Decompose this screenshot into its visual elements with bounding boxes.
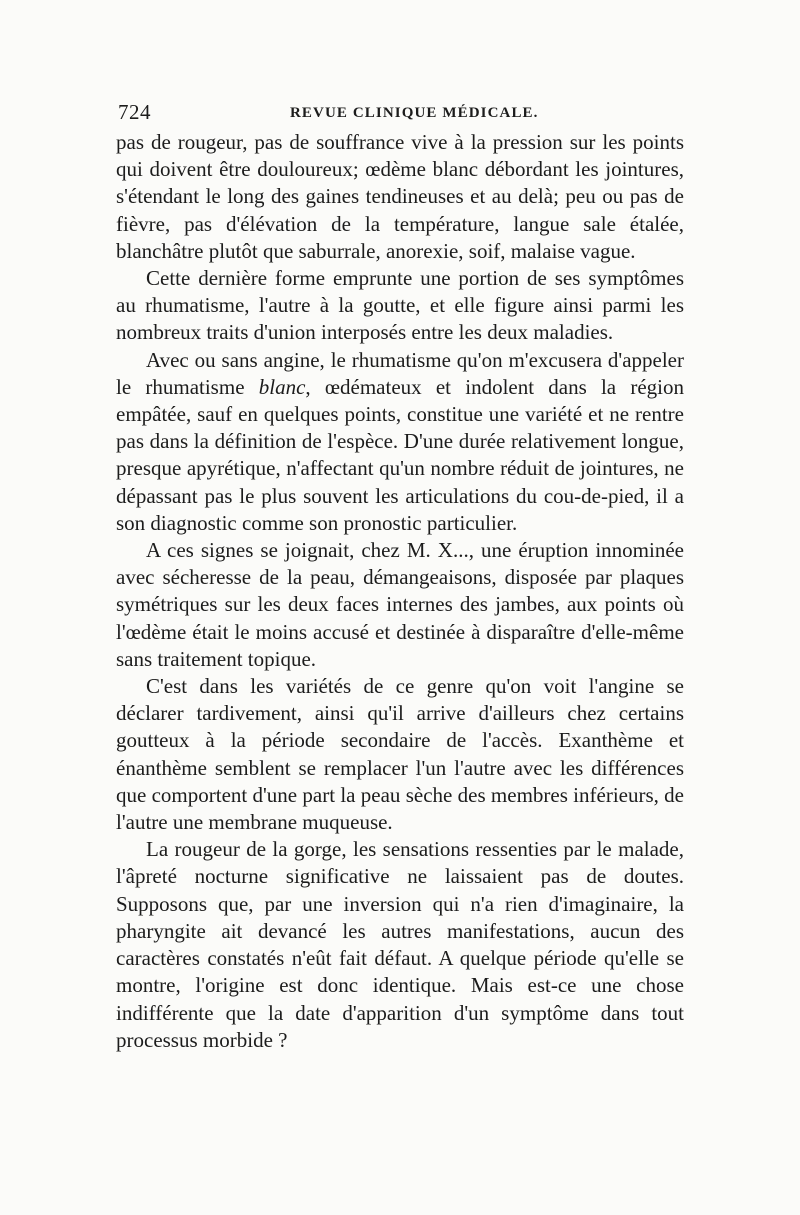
page-header: [118, 100, 684, 124]
paragraph-2: Cette dernière forme emprunte une portion de ses symptômes au rhumatisme, l'autre à la goutte, et elle figure ainsi parmi les nombreux traits d'union interposés entre les deux maladies.: [116, 266, 684, 345]
paragraph-1: pas de rougeur, pas de souffrance vive à la pression sur les points qui doivent être douloureux; œdème blanc débordant les jointures, s'étendant le long des gaines tendineuses et au delà; peu ou pas de fièvre, pas d'élévation de la température, langue sale étalée, blanchâtre plutôt que saburrale, anorexie, soif, malaise vague.: [116, 130, 684, 263]
body-text: [116, 129, 684, 1054]
running-head: REVUE CLINIQUE MÉDICALE.: [290, 105, 539, 121]
paragraph-3-part-2: , œdémateux et indolent dans la région empâtée, sauf en quelques points, constitue une variété et ne rentre pas dans la définition de l'espèce. D'une durée relativement longue, presque apyrétique, n'affectant qu'un nombre réduit de jointures, ne dépassant pas le plus souvent les articulations du cou-de-pied, il a son diagnostic comme son pronostic particulier.: [116, 374, 684, 535]
italic-word-blanc: blanc: [258, 374, 306, 399]
page-number: 724: [118, 100, 151, 124]
paragraph-6: La rougeur de la gorge, les sensations ressenties par le malade, l'âpreté nocturne significative ne laissaient pas de doutes. Supposons que, par une inversion qui n'a rien d'imaginaire, la pharyngite ait devancé les autres manifestations, aucun des caractères constatés n'eût fait défaut. A quelque période qu'elle se montre, l'origine est donc identique. Mais est-ce une chose indifférente que la date d'apparition d'un symptôme dans tout processus morbide ?: [116, 837, 684, 1052]
paragraph-4: A ces signes se joignait, chez M. X..., une éruption innominée avec sécheresse de la peau, démangeaisons, disposée par plaques symétriques sur les deux faces internes des jambes, aux points où l'œdème était le moins accusé et destinée à disparaître d'elle-même sans traitement topique.: [116, 538, 684, 671]
paragraph-3: [116, 347, 684, 537]
paragraph-3-part-1: Avec ou sans angine, le rhumatisme qu'on m'excusera d'appeler le rhumatisme: [116, 347, 684, 399]
paragraph-5: C'est dans les variétés de ce genre qu'on voit l'angine se déclarer tardivement, ainsi qu'il arrive d'ailleurs chez certains goutteux à la période secondaire de l'accès. Exanthème et énanthème semblent se remplacer l'un l'autre avec les différences que comportent d'une part la peau sèche des membres inférieurs, de l'autre une membrane muqueuse.: [116, 674, 684, 835]
